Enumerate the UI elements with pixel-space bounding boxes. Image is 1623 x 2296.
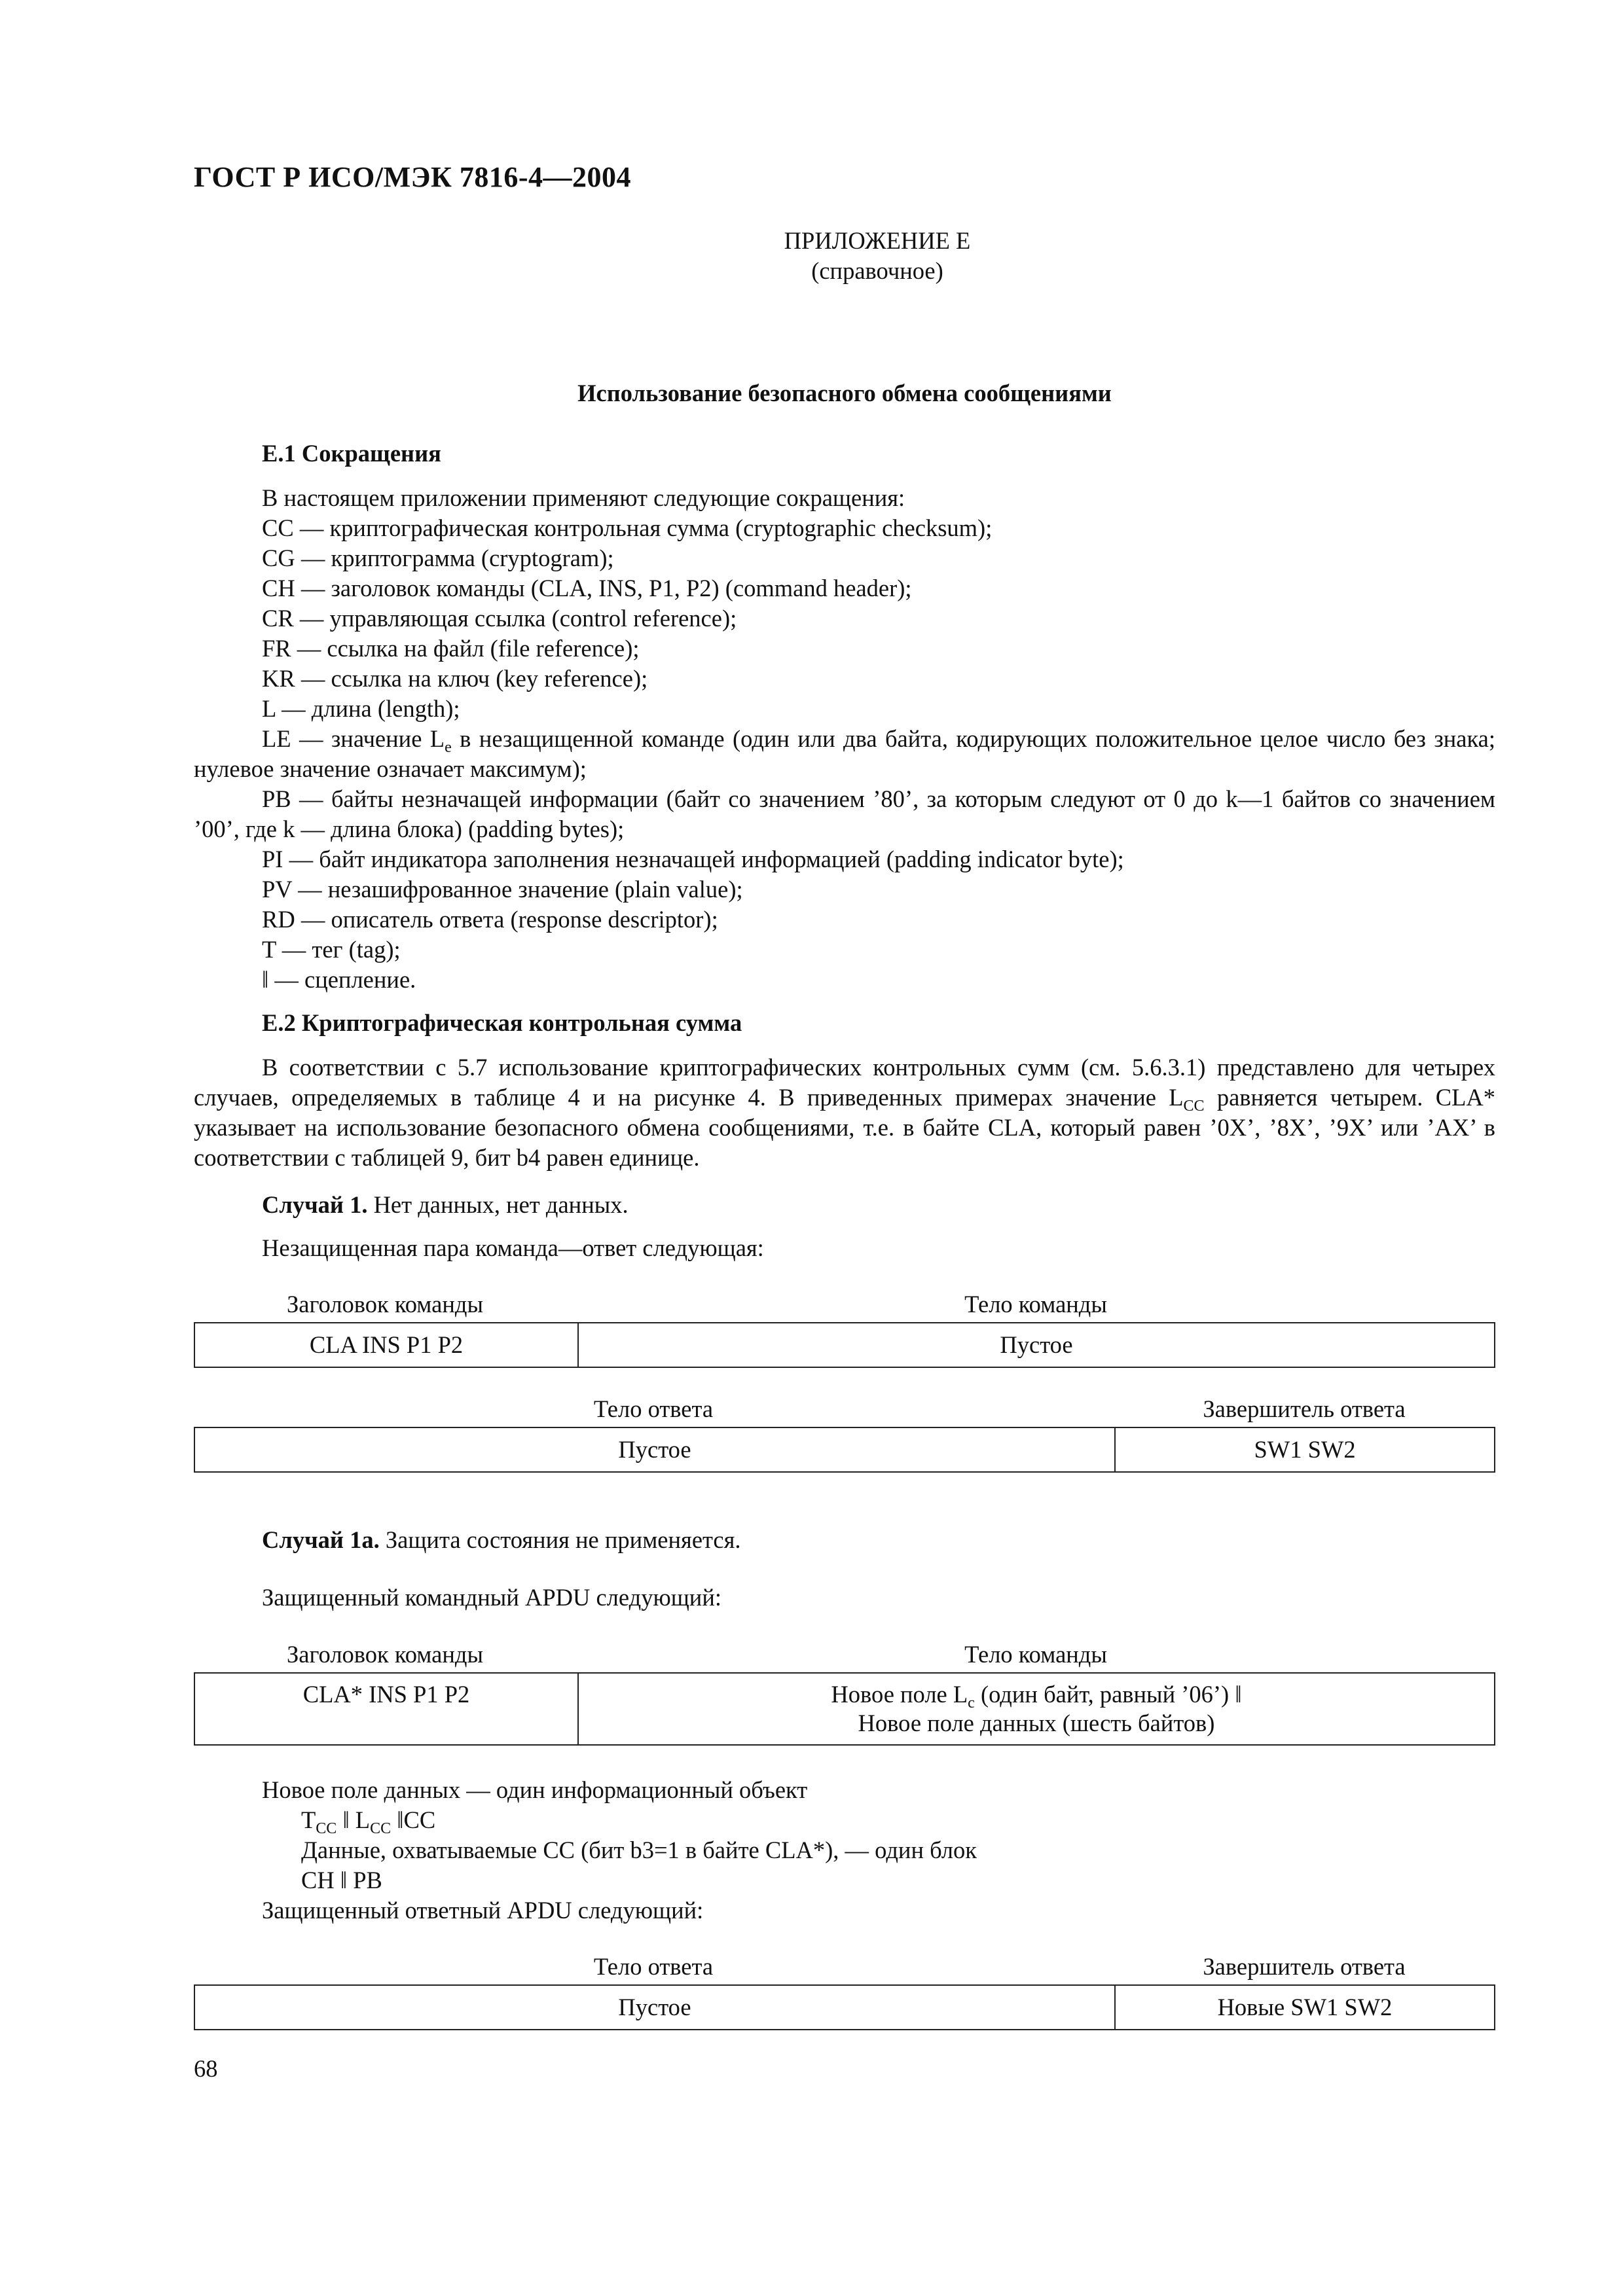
case1a-cmd-intro: Защищенный командный APDU следующий:	[262, 1584, 722, 1611]
abbr-ch: CH — заголовок команды (CLA, INS, P1, P2) (command header);	[262, 575, 912, 601]
section-e1-heading: Е.1 Сокращения	[262, 440, 441, 467]
abbr-kr: KR — ссылка на ключ (key reference);	[262, 665, 648, 692]
case1a-resp-body-caption: Тело ответа	[593, 1953, 714, 1980]
case1-resp-body-cell: Пустое	[194, 1427, 1115, 1472]
case1-resp-body-caption: Тело ответа	[593, 1395, 714, 1422]
case1a-resp-body-cell: Пустое	[194, 1985, 1115, 2030]
case1a-resp-trailer-caption: Завершитель ответа	[1203, 1953, 1406, 1980]
case1a-resp-trailer-cell: Новые SW1 SW2	[1115, 1985, 1495, 2030]
case1-cmd-header-cell: CLA INS P1 P2	[194, 1323, 578, 1367]
abbr-fr: FR — ссылка на файл (file reference);	[262, 635, 640, 662]
case1a-cmd-body-cell	[578, 1673, 1495, 1745]
case1-line: Случай 1. Нет данных, нет данных.	[262, 1191, 629, 1218]
case1a-data-intro: Новое поле данных — один информационный объект	[262, 1776, 808, 1803]
abbr-concat: ‖ — сцепление.	[262, 966, 416, 993]
page-number: 68	[194, 2055, 218, 2082]
case1a-cmd-header-caption: Заголовок команды	[287, 1641, 483, 1668]
appendix-title: ПРИЛОЖЕНИЕ Е	[784, 227, 971, 254]
case1-cmd-header-caption: Заголовок команды	[287, 1291, 483, 1318]
case1-cmd-body-caption: Тело команды	[964, 1291, 1107, 1318]
abbr-pv: PV — незашифрованное значение (plain value);	[262, 876, 743, 903]
abbr-pi: PI — байт индикатора заполнения незначащей информацией (padding indicator byte);	[262, 846, 1124, 872]
abbr-rd: RD — описатель ответа (response descriptor);	[262, 906, 718, 933]
section-e2-heading: Е.2 Криптографическая контрольная сумма	[262, 1009, 742, 1036]
case1-resp-trailer-cell: SW1 SW2	[1115, 1427, 1495, 1472]
standard-header: ГОСТ Р ИСО/МЭК 7816-4—2004	[194, 161, 632, 193]
case1a-cmd-header-cell: CLA* INS P1 P2	[194, 1673, 578, 1745]
case1a-response-table	[194, 1984, 1495, 2030]
section-e1-intro: В настоящем приложении применяют следующие сокращения:	[262, 484, 905, 511]
case1a-cmd-body-line2: Новое поле данных (шесть байтов)	[858, 1710, 1215, 1736]
abbr-cr: CR — управляющая ссылка (control reference);	[262, 605, 737, 632]
case1-pair-intro: Незащищенная пара команда—ответ следующая:	[262, 1234, 764, 1261]
case1-cmd-body-cell: Пустое	[578, 1323, 1495, 1367]
case1-command-table	[194, 1322, 1495, 1368]
case1a-covered-data: Данные, охватываемые CC (бит b3=1 в байте CLA*), — один блок	[301, 1837, 977, 1863]
abbr-pb: PB — байты незначащей информации (байт со значением ’80’, за которым следуют от 0 до k—1 байтов со значением ’00’, где k — длина блока) (padding bytes);	[194, 785, 1495, 842]
abbr-cg: CG — криптограмма (cryptogram);	[262, 545, 614, 571]
case1a-data-object: $T_{CC}$ ‖ $L_{CC}$ ‖CC	[301, 1806, 436, 1837]
abbr-l: L — длина (length);	[262, 695, 460, 722]
case1-resp-trailer-caption: Завершитель ответа	[1203, 1395, 1406, 1422]
case1a-cmd-body-caption: Тело команды	[964, 1641, 1107, 1668]
section-e2-paragraph: В соответствии с 5.7 использование криптографических контрольных сумм (см. 5.6.3.1) представлено для четырех случаев, определяемых в таблице 4 и на рисунке 4. В приведенных примерах значение $L_{CC}$ равняется четырем. CLA* указывает на использование безопасного обмена сообщениями, т.е. в байте CLA, который равен ’0X’, ’8X’, ’9X’ или ’AX’ в соответствии с таблицей 9, бит b4 равен единице.	[194, 1054, 1495, 1171]
main-title: Использование безопасного обмена сообщениями	[577, 380, 1112, 406]
abbr-le: LE — значение $L_e$ в незащищенной команде (один или два байта, кодирующих положительное целое число без знака; нулевое значение означает максимум);	[194, 725, 1496, 782]
case1-response-table	[194, 1427, 1495, 1473]
case1a-resp-intro: Защищенный ответный APDU следующий:	[262, 1897, 704, 1924]
case1a-line: Случай 1а. Защита состояния не применяется.	[262, 1526, 741, 1553]
case1a-cmd-body-line1: Новое поле $L_c$ (один байт, равный ’06’) ‖	[831, 1681, 1242, 1712]
abbr-cc: CC — криптографическая контрольная сумма (cryptographic checksum);	[262, 514, 993, 541]
abbr-t: T — тег (tag);	[262, 936, 401, 963]
case1a-block: CH ‖ PB	[301, 1867, 382, 1893]
case1a-command-table	[194, 1672, 1495, 1746]
appendix-type: (справочное)	[811, 257, 943, 284]
